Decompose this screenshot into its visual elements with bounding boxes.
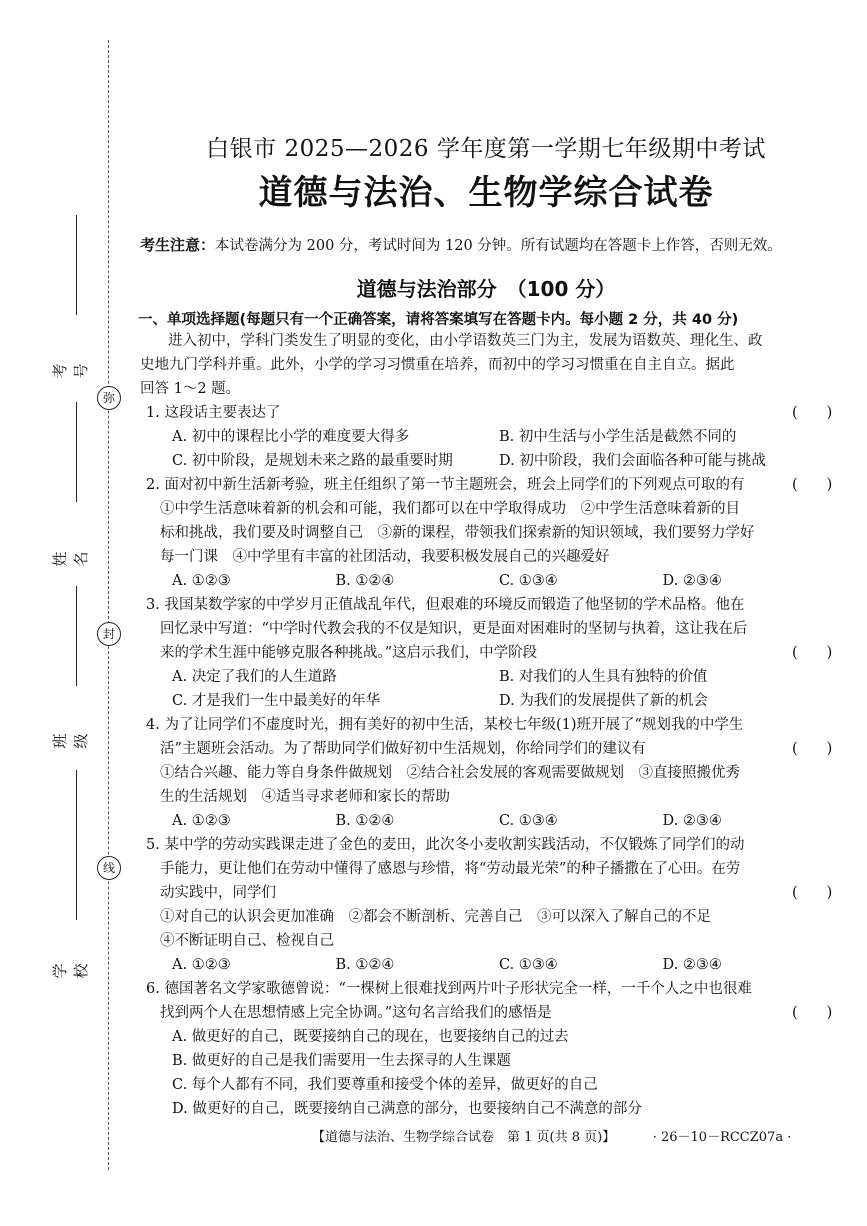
option-b: B. 对我们的人生具有独特的价值 xyxy=(499,669,708,685)
option-b: B. ①②④ xyxy=(335,573,395,589)
answer-paren: ( ) xyxy=(792,405,833,421)
statement-line: 标和挑战，我们要及时调整自己 ③新的课程，带领我们探索新的知识领域，我们要努力学好 xyxy=(160,525,755,541)
exam-content xyxy=(138,130,833,1121)
option-a: A. ①②③ xyxy=(172,957,231,973)
option-c: C. 才是我们一生中最美好的年华 xyxy=(172,693,381,709)
exam-title-line1: 白银市 2025—2026 学年度第一学期七年级期中考试 xyxy=(206,136,766,162)
statement-line: ①中学生活意味着新的机会和可能，我们都可以在中学取得成功 ②中学生活意味着新的目 xyxy=(160,501,740,517)
statement-line: ④不断证明自己、检视自己 xyxy=(160,933,334,949)
field-line-class xyxy=(76,586,77,686)
field-label-exam-no: 考号 xyxy=(51,363,90,379)
option-b: B. 做更好的自己是我们需要用一生去探寻的人生课题 xyxy=(172,1053,511,1069)
statement-line: ①对自己的认识会更加准确 ②都会不断剖析、完善自己 ③可以深入了解自己的不足 xyxy=(160,909,711,925)
options xyxy=(172,425,826,473)
answer-paren: ( ) xyxy=(792,741,833,757)
field-line-school xyxy=(76,770,77,920)
option-a: A. 决定了我们的人生道路 xyxy=(172,669,337,685)
option-a: A. 初中的课程比小学的难度要大得多 xyxy=(172,429,410,445)
statement-line: 生的生活规划 ④适当寻求老师和家长的帮助 xyxy=(160,789,450,805)
question-stem-line: 手能力，更让他们在劳动中懂得了感恩与珍惜，将“劳动最光荣”的种子播撒在了心田。在劳 xyxy=(160,861,741,877)
option-a: A. ①②③ xyxy=(172,813,231,829)
notice-text: 本试卷满分为 200 分，考试时间为 120 分钟。所有试题均在答题卡上作答，否则无效。 xyxy=(215,238,782,254)
question-3 xyxy=(146,593,833,713)
question-5 xyxy=(146,833,833,977)
seal-mark-xian: 线 xyxy=(97,856,121,880)
question-stem-line: 回忆录中写道：“中学时代教会我的不仅是知识，更是面对困难时的坚韧与执着，这让我在后 xyxy=(160,621,748,637)
field-label-class: 班级 xyxy=(51,733,90,749)
option-a: A. ①②③ xyxy=(172,573,231,589)
statement-line: 每一门课 ④中学里有丰富的社团活动，我要积极发展自己的兴趣爱好 xyxy=(160,549,610,565)
question-1 xyxy=(146,401,833,473)
option-b: B. ①②④ xyxy=(335,957,395,973)
option-c: C. 每个人都有不同，我们要尊重和接受个体的差异，做更好的自己 xyxy=(172,1077,598,1093)
option-d: D. 初中阶段，我们会面临各种可能与挑战 xyxy=(499,453,766,469)
page-footer xyxy=(312,1126,791,1145)
field-label-name: 姓名 xyxy=(51,551,90,567)
option-d: D. 做更好的自己，既要接纳自己满意的部分，也要接纳自己不满意的部分 xyxy=(172,1101,642,1117)
footer-page-label: 【道德与法治、生物学综合试卷 第 1 页(共 8 页)】 xyxy=(312,1130,609,1145)
question-6 xyxy=(146,977,833,1121)
answer-paren: ( ) xyxy=(792,645,833,661)
question-4 xyxy=(146,713,833,833)
option-c: C. ①③④ xyxy=(499,813,558,829)
options xyxy=(172,665,826,713)
option-d: D. 为我们的发展提供了新的机会 xyxy=(499,693,708,709)
candidate-notice xyxy=(140,234,826,255)
part-heading: 一、单项选择题(每题只有一个正确答案，请将答案填写在答题卡内。每小题 2 分，共 40 分) xyxy=(138,312,739,328)
option-a: A. 做更好的自己，既要接纳自己的现在，也要接纳自己的过去 xyxy=(172,1029,569,1045)
answer-paren: ( ) xyxy=(792,885,833,901)
seal-mark-mi: 弥 xyxy=(97,386,121,410)
option-b: B. 初中生活与小学生活是截然不同的 xyxy=(499,429,737,445)
option-c: C. ①③④ xyxy=(499,573,558,589)
intro-line: 史地九门学科并重。此外，小学的学习习惯重在培养，而初中的学习习惯重在自主自立。据此 xyxy=(140,357,735,373)
option-c: C. ①③④ xyxy=(499,957,558,973)
question-stem-line: ( ) 2. 面对初中新生活新考验，班主任组织了第一节主题班会，班会上同学们的下列观点可取的有 xyxy=(146,473,826,497)
question-stem-line: ( ) 来的学术生涯中能够克服各种挑战。”这启示我们，中学阶段 xyxy=(160,641,826,665)
question-stem-line: 6. 德国著名文学家歌德曾说：“一棵树上很难找到两片叶子形状完全一样，一千个人之中也很难 xyxy=(146,981,752,997)
options xyxy=(172,953,826,977)
question-stem-line: ( ) 1. 这段话主要表达了 xyxy=(146,401,826,425)
option-b: B. ①②④ xyxy=(335,813,395,829)
field-label-school: 学校 xyxy=(51,963,90,979)
option-c: C. 初中阶段，是规划未来之路的最重要时期 xyxy=(172,453,453,469)
option-d: D. ②③④ xyxy=(662,957,722,973)
field-line-name xyxy=(76,402,77,502)
footer-code: · 26－10－RCCZ07a · xyxy=(652,1130,792,1145)
question-stem-line: 4. 为了让同学们不虚度时光，拥有美好的初中生活，某校七年级(1)班开展了“规划我的中学生 xyxy=(146,717,744,733)
question-stem-line: 3. 我国某数学家的中学岁月正值战乱年代，但艰难的环境反而锻造了他坚韧的学术品格。他在 xyxy=(146,597,745,613)
seal-mark-feng: 封 xyxy=(97,622,121,646)
question-stem-line: ( ) 找到两个人在思想情感上完全协调。”这句名言给我们的感悟是 xyxy=(160,1001,826,1025)
statement-line: ①结合兴趣、能力等自身条件做规划 ②结合社会发展的客观需要做规划 ③直接照搬优秀 xyxy=(160,765,740,781)
question-stem-line: ( ) 活”主题班会活动。为了帮助同学们做好初中生活规划，你给同学们的建议有 xyxy=(160,737,826,761)
seal-dashed-line xyxy=(108,40,109,1170)
option-d: D. ②③④ xyxy=(662,813,722,829)
answer-paren: ( ) xyxy=(792,1005,833,1021)
binding-margin xyxy=(0,0,150,1226)
intro-line: 回答 1～2 题。 xyxy=(140,381,241,397)
field-line-exam-no xyxy=(76,215,77,315)
question-stem-line: ( ) 动实践中，同学们 xyxy=(160,881,826,905)
section-title: 道德与法治部分 （100 分） xyxy=(356,277,616,301)
question-2 xyxy=(146,473,833,593)
notice-label: 考生注意： xyxy=(140,236,216,254)
exam-title-line2: 道德与法治、生物学综合试卷 xyxy=(258,173,714,213)
intro-line: 进入初中，学科门类发生了明显的变化，由小学语数英三门为主，发展为语数英、理化生、政 xyxy=(168,333,763,349)
options xyxy=(172,569,826,593)
answer-paren: ( ) xyxy=(792,477,833,493)
question-stem-line: 5. 某中学的劳动实践课走进了金色的麦田，此次冬小麦收割实践活动，不仅锻炼了同学们的动 xyxy=(146,837,745,853)
options xyxy=(172,809,826,833)
option-d: D. ②③④ xyxy=(662,573,722,589)
